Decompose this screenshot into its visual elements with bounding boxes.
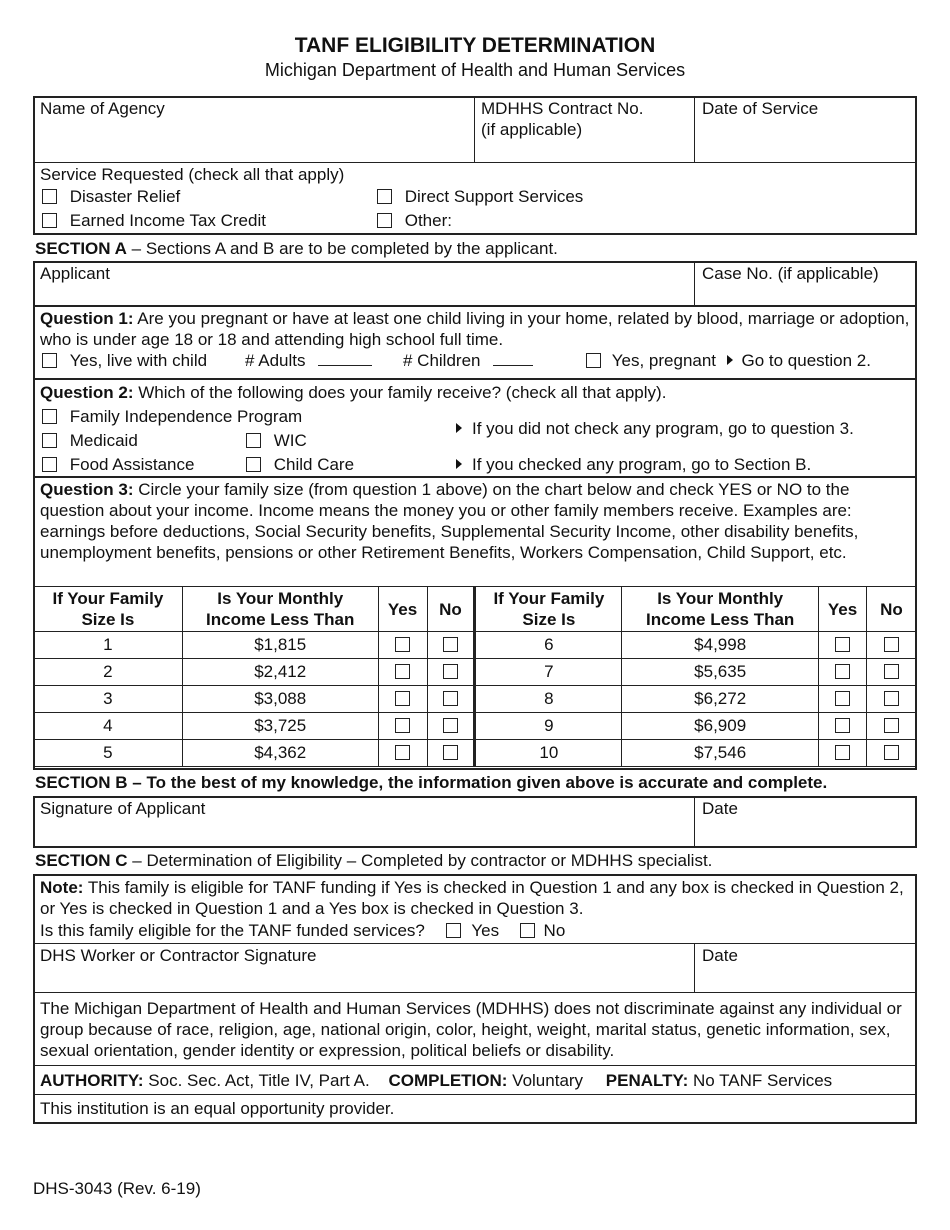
divider [694, 796, 695, 848]
service-disaster-relief[interactable]: Disaster Relief [42, 187, 180, 207]
family-size-cell: 5 [34, 740, 183, 767]
q2-fip[interactable]: Family Independence Program [42, 407, 302, 427]
case-number-field[interactable]: Case No. (if applicable) [702, 264, 879, 283]
applicant-field[interactable]: Applicant [40, 264, 110, 283]
col-no: No [867, 587, 917, 632]
divider [694, 943, 695, 993]
q1-yes-pregnant[interactable]: Yes, pregnant Go to question 2. [586, 351, 871, 371]
section-b-heading: SECTION B – To the best of my knowledge, the information given above is accurate and complete. [35, 773, 828, 792]
q2-medicaid[interactable]: Medicaid [42, 431, 138, 451]
q2-note-none: If you did not check any program, go to question 3. [456, 419, 854, 439]
family-size-cell: 9 [475, 713, 622, 740]
no-checkbox[interactable] [443, 664, 458, 679]
yes-checkbox[interactable] [395, 664, 410, 679]
family-size-cell: 3 [34, 686, 183, 713]
checkbox[interactable] [42, 213, 57, 228]
applicant-signature-field[interactable]: Signature of Applicant [40, 799, 206, 818]
equal-opportunity-statement: This institution is an equal opportunity provider. [40, 1099, 395, 1118]
income-cell: $5,635 [622, 659, 819, 686]
table-row [34, 740, 917, 767]
q2-child-care[interactable]: Child Care [246, 455, 354, 475]
family-size-cell: 6 [475, 632, 622, 659]
income-table [33, 586, 917, 767]
col-family-size: If Your Family Size Is [34, 587, 183, 632]
yes-checkbox[interactable] [835, 718, 850, 733]
income-cell: $6,909 [622, 713, 819, 740]
yes-checkbox[interactable] [395, 718, 410, 733]
checkbox[interactable] [42, 353, 57, 368]
yes-checkbox[interactable] [395, 637, 410, 652]
checkbox[interactable] [377, 213, 392, 228]
question-3-text: Question 3: Circle your family size (from question 1 above) on the chart below and check YES or NO to the question about your income. Income means the money you or other family members receive. Examples are: earnings before deductions, Social Security benefits, Supplemental Security Income, other disability benefits, unemployment benefits, pensions or other Retirement Benefits, Workers Compensation, Child Support, etc. [40, 480, 859, 562]
yes-checkbox[interactable] [395, 745, 410, 760]
divider [33, 162, 917, 163]
q2-note-any: If you checked any program, go to Section B. [456, 455, 811, 475]
form-title: TANF ELIGIBILITY DETERMINATION [294, 34, 656, 57]
income-cell: $4,362 [182, 740, 378, 767]
form-subtitle: Michigan Department of Health and Human Services [264, 60, 686, 80]
section-a-heading: SECTION A – Sections A and B are to be completed by the applicant. [35, 239, 558, 258]
agency-name-field[interactable]: Name of Agency [40, 99, 165, 118]
eligible-yes-checkbox[interactable] [446, 923, 461, 938]
col-monthly-income: Is Your Monthly Income Less Than [622, 587, 819, 632]
yes-checkbox[interactable] [395, 691, 410, 706]
col-yes: Yes [819, 587, 867, 632]
contract-label: MDHHS Contract No. [481, 99, 644, 118]
table-row [34, 713, 917, 740]
contract-label-sub: (if applicable) [481, 120, 583, 139]
q1-children-field[interactable]: # Children [403, 351, 533, 371]
no-checkbox[interactable] [884, 718, 899, 733]
checkbox[interactable] [377, 189, 392, 204]
col-monthly-income: Is Your Monthly Income Less Than [182, 587, 378, 632]
checkbox[interactable] [42, 189, 57, 204]
table-row [34, 632, 917, 659]
nondiscrimination-statement: The Michigan Department of Health and Human Services (MDHHS) does not discriminate against any individual or group because of race, religion, age, national origin, color, height, weight, marital status, genetic information, sex, sexual orientation, gender identity or expression, political beliefs or disability. [40, 999, 902, 1060]
no-checkbox[interactable] [443, 637, 458, 652]
no-checkbox[interactable] [884, 691, 899, 706]
family-size-cell: 2 [34, 659, 183, 686]
section-c-heading: SECTION C – Determination of Eligibility – Completed by contractor or MDHHS specialist. [35, 851, 713, 870]
checkbox[interactable] [246, 457, 261, 472]
no-checkbox[interactable] [443, 745, 458, 760]
divider [33, 1094, 917, 1095]
table-row [34, 686, 917, 713]
applicant-date-field[interactable]: Date [702, 799, 738, 818]
children-blank[interactable] [493, 351, 533, 366]
col-family-size: If Your Family Size Is [475, 587, 622, 632]
eligibility-question: Is this family eligible for the TANF funded services? Yes No [40, 921, 566, 940]
adults-blank[interactable] [318, 351, 372, 366]
q1-adults-field[interactable]: # Adults [245, 351, 372, 371]
table-row [34, 659, 917, 686]
income-cell: $4,998 [622, 632, 819, 659]
income-cell: $6,272 [622, 686, 819, 713]
checkbox[interactable] [246, 433, 261, 448]
service-requested-label: Service Requested (check all that apply) [40, 165, 345, 184]
family-size-cell: 4 [34, 713, 183, 740]
arrow-right-icon [727, 355, 733, 365]
q2-wic[interactable]: WIC [246, 431, 307, 451]
question-1-text: Question 1: Are you pregnant or have at least one child living in your home, related by blood, marriage or adoption, who is under age 18 or 18 and attending high school full time. [40, 309, 910, 349]
no-checkbox[interactable] [884, 745, 899, 760]
arrow-right-icon [456, 423, 462, 433]
yes-checkbox[interactable] [835, 664, 850, 679]
checkbox[interactable] [42, 409, 57, 424]
service-eitc[interactable]: Earned Income Tax Credit [42, 211, 266, 231]
income-cell: $3,088 [182, 686, 378, 713]
family-size-cell: 8 [475, 686, 622, 713]
checkbox[interactable] [586, 353, 601, 368]
income-cell: $7,546 [622, 740, 819, 767]
yes-checkbox[interactable] [835, 691, 850, 706]
divider [33, 943, 917, 944]
income-cell: $2,412 [182, 659, 378, 686]
service-other[interactable]: Other: [377, 211, 452, 231]
date-of-service-field[interactable]: Date of Service [702, 99, 819, 118]
worker-signature-field[interactable]: DHS Worker or Contractor Signature [40, 946, 317, 965]
income-cell: $3,725 [182, 713, 378, 740]
no-checkbox[interactable] [884, 637, 899, 652]
eligible-no-checkbox[interactable] [520, 923, 535, 938]
col-yes: Yes [378, 587, 427, 632]
arrow-right-icon [456, 459, 462, 469]
family-size-cell: 7 [475, 659, 622, 686]
eligibility-note: Note: This family is eligible for TANF funding if Yes is checked in Question 1 and any box is checked in Question 2, or Yes is checked in Question 1 and a Yes box is checked in Question 3. [40, 878, 904, 918]
divider [33, 1065, 917, 1066]
form-id: DHS-3043 (Rev. 6-19) [33, 1179, 201, 1198]
divider [474, 96, 475, 163]
q1-yes-child[interactable]: Yes, live with child [42, 351, 207, 371]
worker-date-field[interactable]: Date [702, 946, 738, 965]
no-checkbox[interactable] [443, 718, 458, 733]
no-checkbox[interactable] [884, 664, 899, 679]
checkbox[interactable] [42, 457, 57, 472]
divider [694, 261, 695, 307]
checkbox[interactable] [42, 433, 57, 448]
yes-checkbox[interactable] [835, 637, 850, 652]
income-table-header [34, 587, 917, 632]
yes-checkbox[interactable] [835, 745, 850, 760]
family-size-cell: 1 [34, 632, 183, 659]
divider [694, 96, 695, 163]
family-size-cell: 10 [475, 740, 622, 767]
divider [33, 992, 917, 993]
q2-food-assistance[interactable]: Food Assistance [42, 455, 194, 475]
authority-line: AUTHORITY: Soc. Sec. Act, Title IV, Part A. COMPLETION: Voluntary PENALTY: No TANF Services [40, 1071, 833, 1090]
question-2-text: Question 2: Which of the following does your family receive? (check all that apply). [40, 383, 667, 402]
income-cell: $1,815 [182, 632, 378, 659]
service-direct-support[interactable]: Direct Support Services [377, 187, 583, 207]
col-no: No [427, 587, 475, 632]
no-checkbox[interactable] [443, 691, 458, 706]
